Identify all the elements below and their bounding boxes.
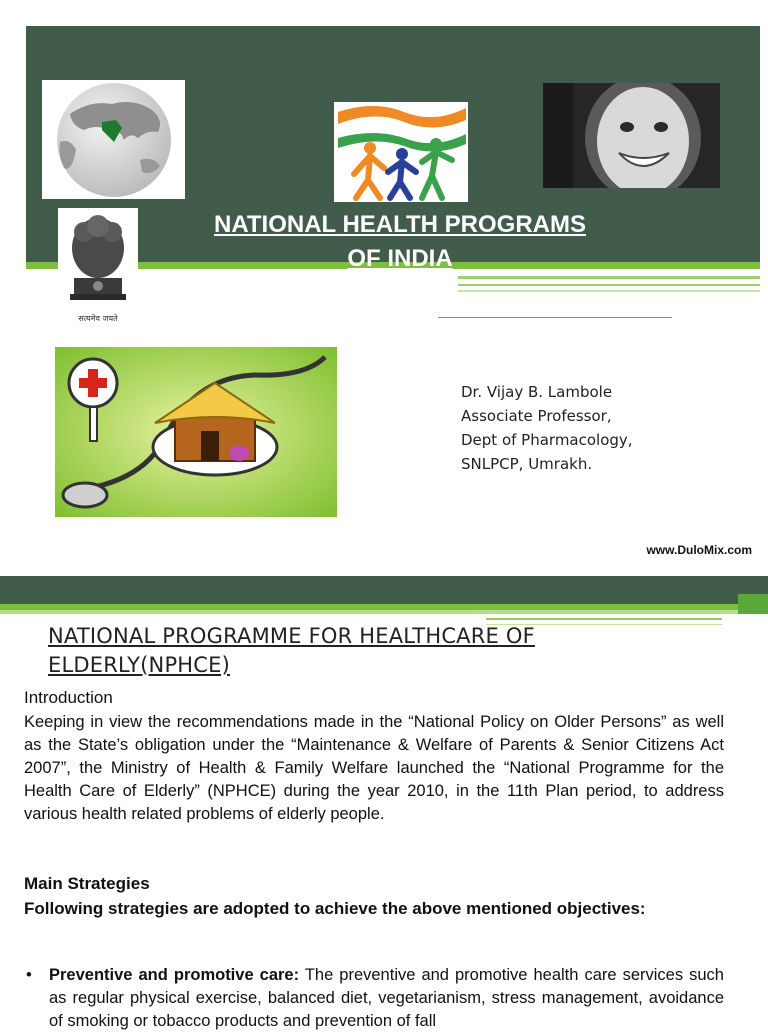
introduction-heading: Introduction: [24, 688, 113, 707]
author-info: [461, 380, 751, 476]
author-name: Dr. Vijay B. Lambole: [461, 383, 613, 401]
slide-title-line2: OF INDIA: [347, 245, 453, 272]
bullet-title: Preventive and promotive care:: [49, 966, 300, 984]
bullet-text: [49, 964, 724, 1033]
bullet-marker: •: [26, 966, 32, 984]
header-band: [0, 576, 768, 604]
section-title: [48, 622, 708, 680]
decorative-line: [486, 618, 722, 620]
bullet-body: The preventive and promotive health care services such as regular physical exercise, balanced diet, vegetarianism, stress management, avoidance of smoking or tobacco products and prevention of fall: [49, 966, 724, 1030]
author-position: Associate Professor,: [461, 407, 612, 425]
strategies-heading: Main Strategies: [24, 874, 150, 893]
website-watermark: www.DuloMix.com: [646, 543, 752, 557]
smiling-child-photo: [543, 83, 720, 188]
accent-stripe: [738, 594, 768, 614]
accent-stripe: [458, 276, 760, 279]
section-title-line1: NATIONAL PROGRAMME FOR HEALTHCARE OF: [48, 624, 535, 648]
globe-image: [42, 80, 185, 199]
accent-stripe: [458, 290, 760, 292]
slide-title: [150, 208, 650, 276]
emblem-motto: सत्यमेव जयते: [78, 314, 118, 323]
accent-stripe: [458, 284, 760, 286]
rural-health-clipart: [55, 347, 337, 517]
slide-title-line1: NATIONAL HEALTH PROGRAMS: [214, 211, 586, 238]
list-item: [24, 964, 724, 1033]
author-institute: SNLPCP, Umrakh.: [461, 455, 593, 473]
author-department: Dept of Pharmacology,: [461, 431, 633, 449]
national-emblem: [58, 208, 138, 323]
program-logo: [334, 102, 468, 202]
introduction-paragraph: Keeping in view the recommendations made in the “National Policy on Older Persons” as well as the State’s obligation under the “Maintenance & Welfare of Parents & Senior Citizens Act 2007”, the Ministry of Health & Family Welfare launched the “National Programme for the Health Care of Elderly” (NPHCE) during the year 2010, in the 11th Plan period, to address various health related problems of elderly people.: [24, 713, 724, 823]
decorative-line: [438, 317, 672, 318]
accent-stripe: [0, 610, 768, 614]
section-title-line2: ELDERLY(NPHCE): [48, 653, 231, 677]
strategies-paragraph: Following strategies are adopted to achieve the above mentioned objectives:: [24, 899, 646, 918]
